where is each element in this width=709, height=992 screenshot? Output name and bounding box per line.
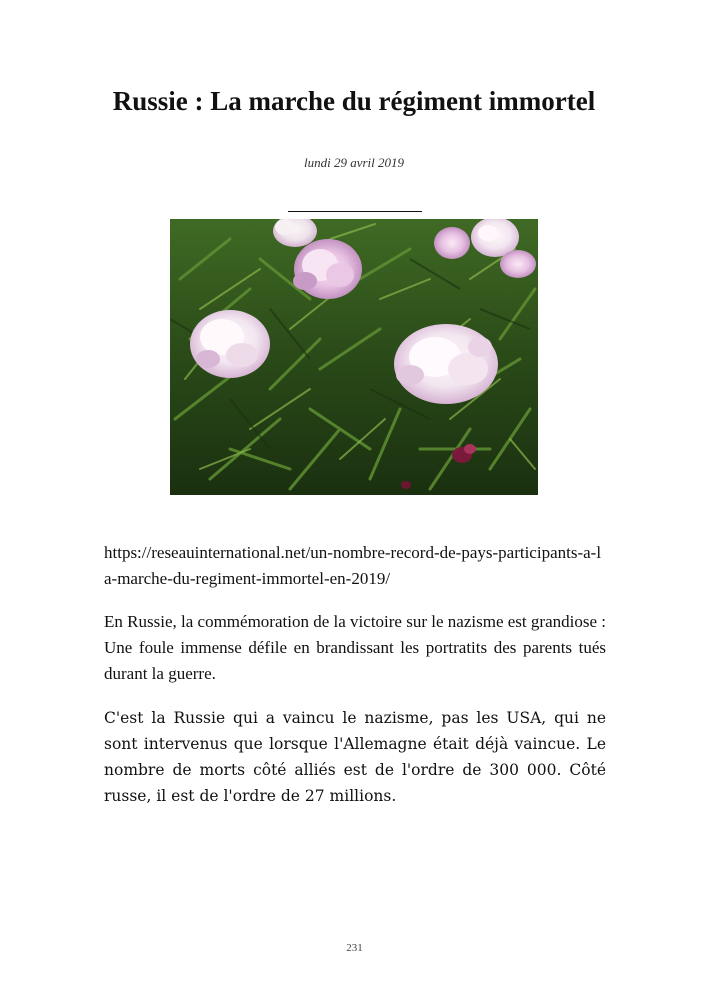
source-url[interactable]: https://reseauinternational.net/un-nombre-record-de-pays-participants-a-la-marche-du-regiment-immortel-en-2019/ [104, 543, 602, 588]
page-title: Russie : La marche du régiment immortel [112, 86, 596, 116]
page-number: 231 [346, 942, 363, 954]
title-divider [288, 211, 422, 212]
peony-flowers-photo [170, 219, 538, 495]
paragraph-2: C'est la Russie qui a vaincu le nazisme, pas les USA, qui ne sont intervenus que lorsque l'Allemagne était déjà vaincue. Le nombre de morts côté alliés est de l'ordre de 300 000. Côté russe, il est de l'ordre de 27 millions. [104, 709, 606, 805]
publication-date: lundi 29 avril 2019 [303, 155, 405, 170]
paragraph-1: En Russie, la commémoration de la victoire sur le nazisme est grandiose : Une foule immense défile en brandissant les portratits des parents tués durant la guerre. [104, 612, 606, 683]
